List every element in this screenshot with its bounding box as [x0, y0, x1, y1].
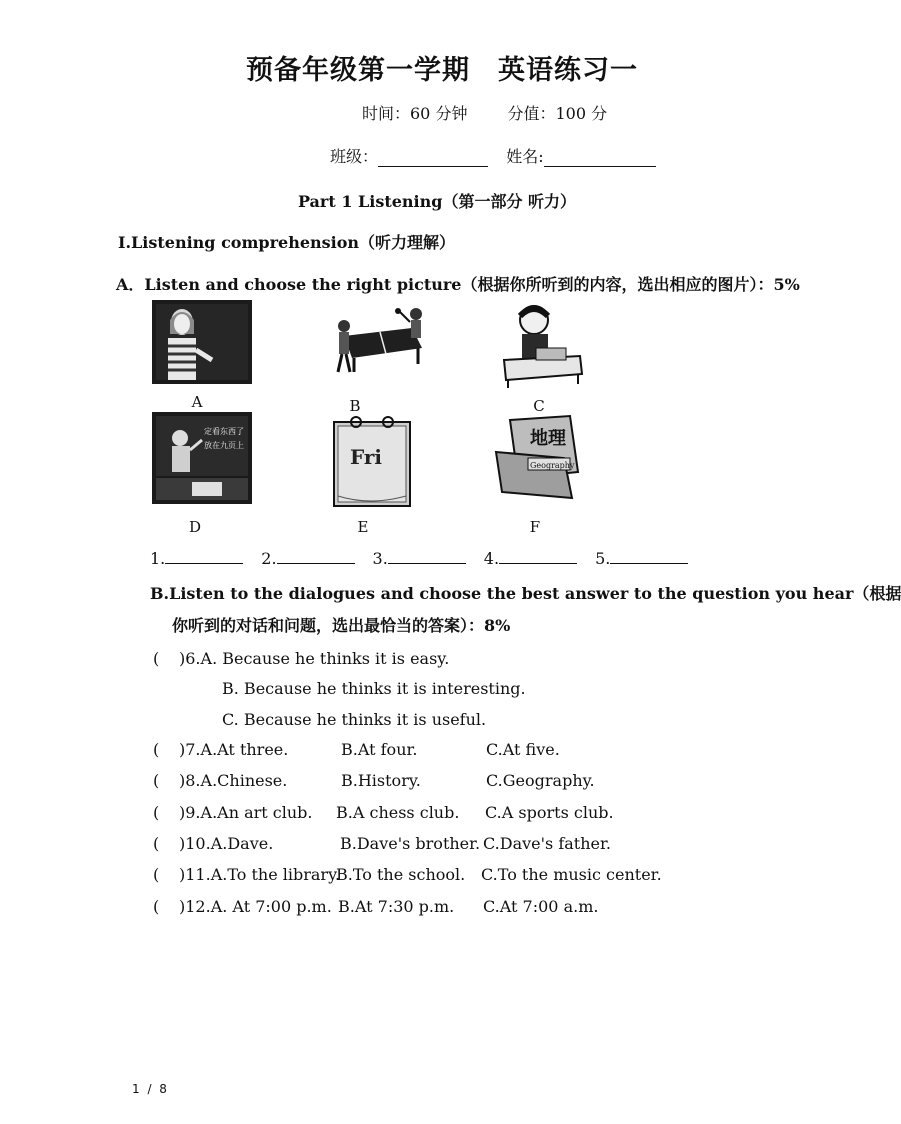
- answer-paren[interactable]: (: [153, 740, 160, 759]
- class-field[interactable]: [378, 150, 488, 167]
- title-exercise: 英语练习一: [498, 55, 638, 86]
- q6-option-a: )6.A. Because he thinks it is easy.: [179, 649, 450, 668]
- blank-number: 3.: [372, 549, 388, 568]
- q12-option-b: B.At 7:30 p.m.: [338, 897, 455, 916]
- question-7: [153, 740, 288, 759]
- q8-option-b: B.History.: [341, 771, 421, 790]
- question-8: [153, 771, 287, 790]
- name-label: 姓名:: [506, 147, 544, 166]
- blackboard-text-line1: 定看东西了: [204, 427, 244, 436]
- blank-number: 5.: [595, 549, 611, 568]
- score-label: 分值：100 分: [507, 104, 608, 123]
- option-a: )9.A.An art club.: [179, 803, 313, 822]
- answer-blank-5[interactable]: [610, 549, 688, 564]
- section1-heading: Ⅰ.Listening comprehension（听力理解）: [118, 233, 456, 252]
- q6-option-c: C. Because he thinks it is useful.: [222, 710, 487, 729]
- picture-label-e: E: [357, 518, 369, 536]
- class-label: 班级：: [330, 147, 379, 166]
- q7-option-b: B.At four.: [341, 740, 418, 759]
- sectionB-heading-line2: 你听到的对话和问题，选出最恰当的答案）：8%: [172, 616, 511, 635]
- answer-blank-2[interactable]: [277, 549, 355, 564]
- answer-paren[interactable]: (: [153, 771, 160, 790]
- sectionA-heading: A．Listen and choose the right picture（根据你所听到的内容，选出相应的图片）：5%: [116, 275, 800, 294]
- calendar-day-text: Fri: [350, 445, 382, 469]
- picture-label-a: A: [191, 393, 203, 411]
- blank-number: 4.: [483, 549, 500, 568]
- option-a: )11.A.To the library.: [179, 865, 341, 884]
- q7-option-c: C.At five.: [486, 740, 560, 759]
- option-a: )10.A.Dave.: [179, 834, 274, 853]
- picture-label-d: D: [188, 518, 202, 536]
- blank-number: 1.: [150, 549, 166, 568]
- blank-number: 2.: [261, 549, 277, 568]
- question-12: [153, 897, 332, 916]
- calendar-icon: [330, 414, 416, 510]
- option-a: )8.A.Chinese.: [179, 771, 288, 790]
- book-title-en: Geography: [530, 461, 575, 470]
- teacher-blackboard-icon: [152, 412, 252, 504]
- q11-option-b: B.To the school.: [336, 865, 466, 884]
- q9-option-b: B.A chess club.: [336, 803, 460, 822]
- answer-blank-1[interactable]: [165, 549, 243, 564]
- page-number: 1 / 8: [132, 1082, 169, 1096]
- table-tennis-icon: [330, 306, 430, 380]
- picture-label-f: F: [529, 518, 541, 536]
- student-info-line: [330, 144, 656, 167]
- exam-meta: [362, 101, 607, 124]
- q12-option-c: C.At 7:00 a.m.: [483, 897, 599, 916]
- page-title: [0, 48, 794, 87]
- blackboard-text-line2: 放在九页上: [204, 441, 244, 450]
- sectionB-heading-line1: B.Listen to the dialogues and choose the best answer to the question you hear（根据: [150, 584, 901, 603]
- q6-option-b: B. Because he thinks it is interesting.: [222, 679, 526, 698]
- picture-label-b: B: [349, 397, 361, 415]
- boy-reading-icon: [500, 300, 584, 388]
- answer-paren[interactable]: (: [153, 897, 160, 916]
- answer-blank-3[interactable]: [388, 549, 466, 564]
- book-title-cn: 地理: [530, 428, 566, 449]
- answer-paren[interactable]: (: [153, 865, 160, 884]
- question-6: [153, 649, 449, 668]
- answer-paren[interactable]: (: [153, 803, 160, 822]
- q10-option-c: C.Dave's father.: [483, 834, 611, 853]
- part1-heading: Part 1 Listening（第一部分 听力）: [297, 192, 577, 211]
- name-field[interactable]: [544, 150, 656, 167]
- answer-paren[interactable]: (: [153, 649, 160, 668]
- picture-label-c: C: [533, 397, 545, 415]
- q8-option-c: C.Geography.: [486, 771, 595, 790]
- answer-blank-4[interactable]: [499, 549, 577, 564]
- geography-books-icon: [492, 412, 588, 508]
- title-grade-term: 预备年级第一学期: [246, 55, 470, 86]
- q11-option-c: C.To the music center.: [481, 865, 662, 884]
- time-label: 时间：60 分钟: [362, 104, 468, 123]
- answer-paren[interactable]: (: [153, 834, 160, 853]
- q10-option-b: B.Dave's brother.: [340, 834, 481, 853]
- option-a: )7.A.At three.: [179, 740, 289, 759]
- question-10: [153, 834, 273, 853]
- q9-option-c: C.A sports club.: [485, 803, 614, 822]
- question-9: [153, 803, 313, 822]
- answer-blanks-row: [150, 549, 706, 568]
- option-a: )12.A. At 7:00 p.m.: [179, 897, 332, 916]
- question-11: [153, 865, 340, 884]
- teacher-at-board-icon: [152, 300, 252, 384]
